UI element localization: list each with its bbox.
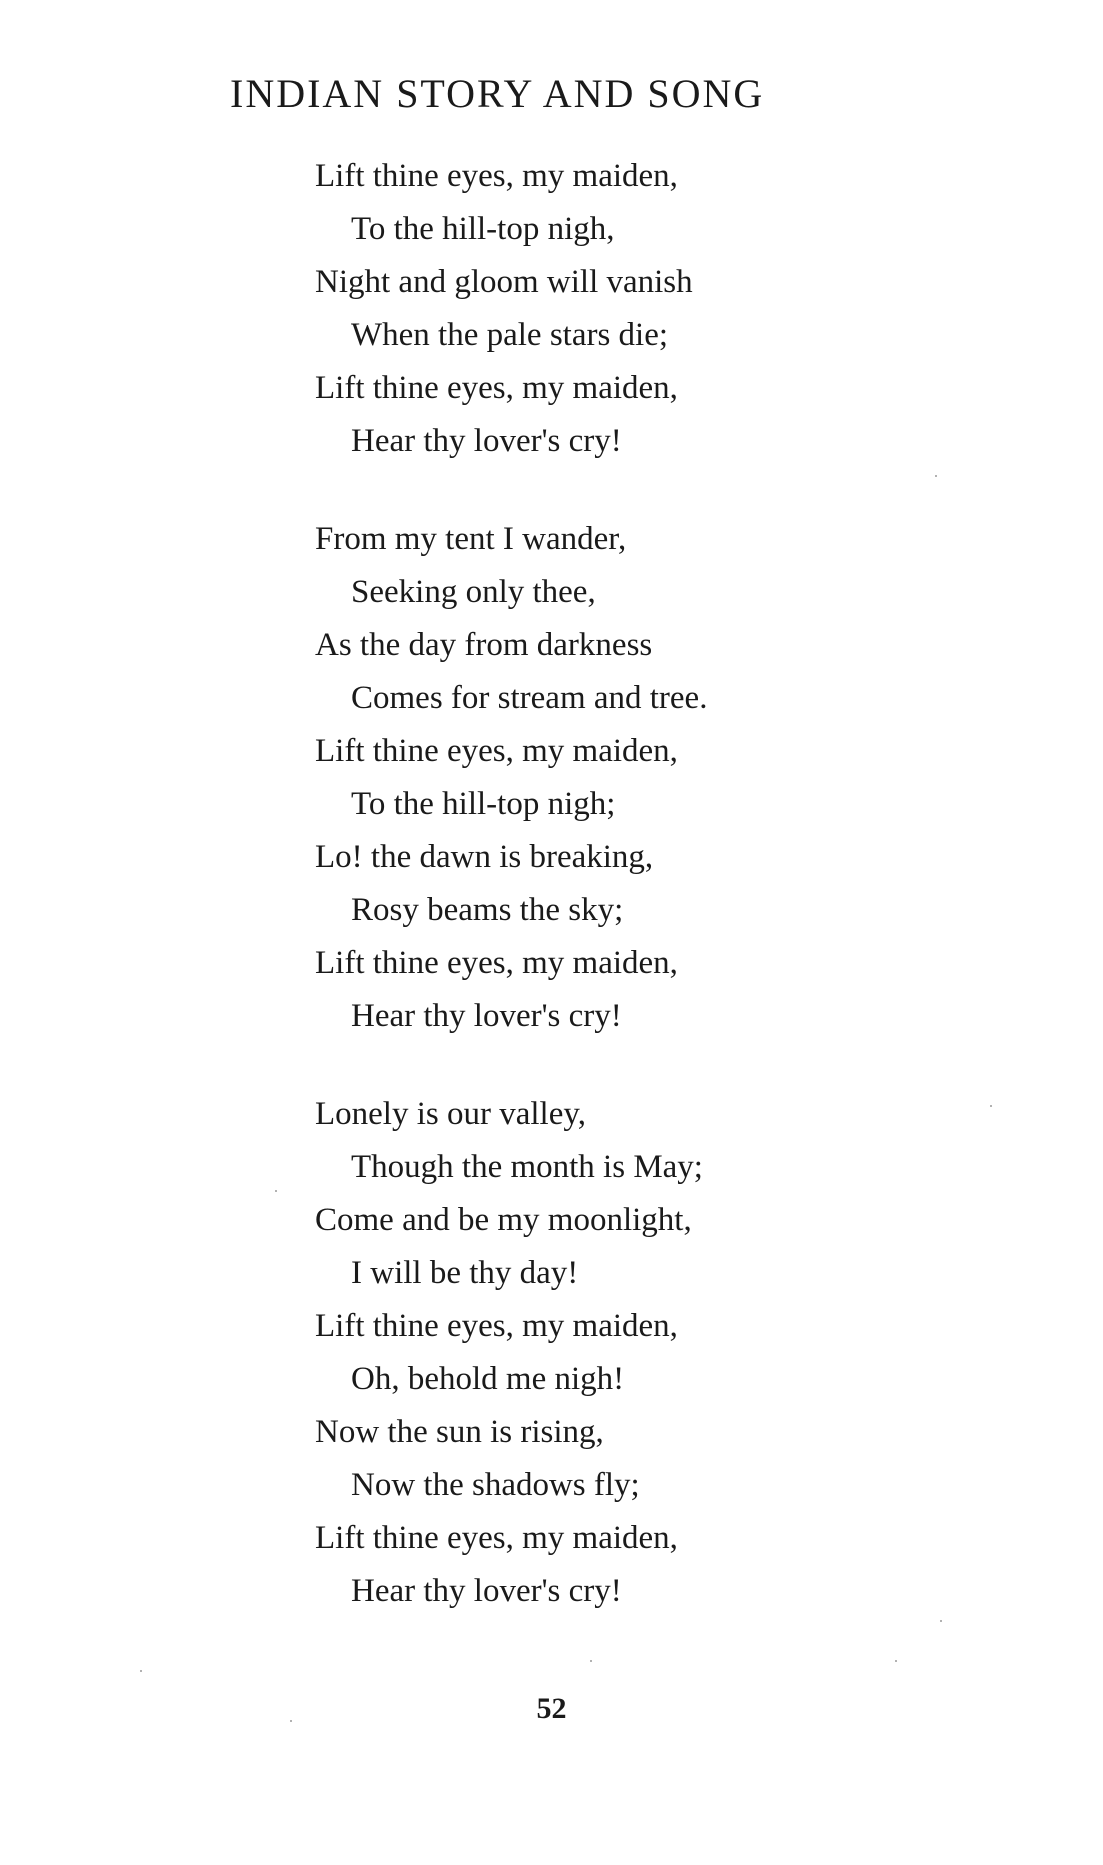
poem-line: Lift thine eyes, my maiden, <box>315 1520 678 1556</box>
poem-line: Rosy beams the sky; <box>351 892 624 928</box>
poem-line: Comes for stream and tree. <box>351 680 708 716</box>
stanza-2 <box>315 513 1015 1043</box>
poem-line: Hear thy lover's cry! <box>351 1573 622 1609</box>
poem-line: Though the month is May; <box>351 1149 703 1185</box>
poem-line: When the pale stars die; <box>351 317 669 353</box>
scan-speck <box>895 1660 897 1662</box>
scan-speck <box>140 1670 142 1672</box>
poem-line: From my tent I wander, <box>315 521 627 557</box>
poem-line: Seeking only thee, <box>351 574 596 610</box>
poem-line: As the day from darkness <box>315 627 653 663</box>
poem <box>315 150 1015 1663</box>
poem-line: Lift thine eyes, my maiden, <box>315 945 678 981</box>
poem-line: Lift thine eyes, my maiden, <box>315 1308 678 1344</box>
scan-speck <box>940 1620 942 1622</box>
poem-line: Lonely is our valley, <box>315 1096 586 1132</box>
poem-line: Oh, behold me nigh! <box>351 1361 625 1397</box>
poem-line: To the hill-top nigh; <box>351 786 616 822</box>
poem-line: Hear thy lover's cry! <box>351 998 622 1034</box>
scan-speck <box>290 1720 292 1722</box>
scan-speck <box>990 1105 992 1107</box>
poem-line: Hear thy lover's cry! <box>351 423 622 459</box>
page-number: 52 <box>536 1692 567 1725</box>
poem-line: Lift thine eyes, my maiden, <box>315 158 678 194</box>
poem-line: Lo! the dawn is breaking, <box>315 839 654 875</box>
poem-line: Lift thine eyes, my maiden, <box>315 733 678 769</box>
poem-line: Now the sun is rising, <box>315 1414 604 1450</box>
stanza-3 <box>315 1088 1015 1618</box>
scan-speck <box>935 475 937 477</box>
poem-line: Come and be my moonlight, <box>315 1202 692 1238</box>
poem-line: To the hill-top nigh, <box>351 211 615 247</box>
scan-speck <box>275 1190 277 1192</box>
running-head: INDIAN STORY AND SONG <box>230 71 765 116</box>
poem-line: Now the shadows fly; <box>351 1467 640 1503</box>
poem-line: I will be thy day! <box>351 1255 579 1291</box>
poem-line: Lift thine eyes, my maiden, <box>315 370 678 406</box>
stanza-1 <box>315 150 1015 468</box>
scan-speck <box>590 1660 592 1662</box>
poem-line: Night and gloom will vanish <box>315 264 693 300</box>
